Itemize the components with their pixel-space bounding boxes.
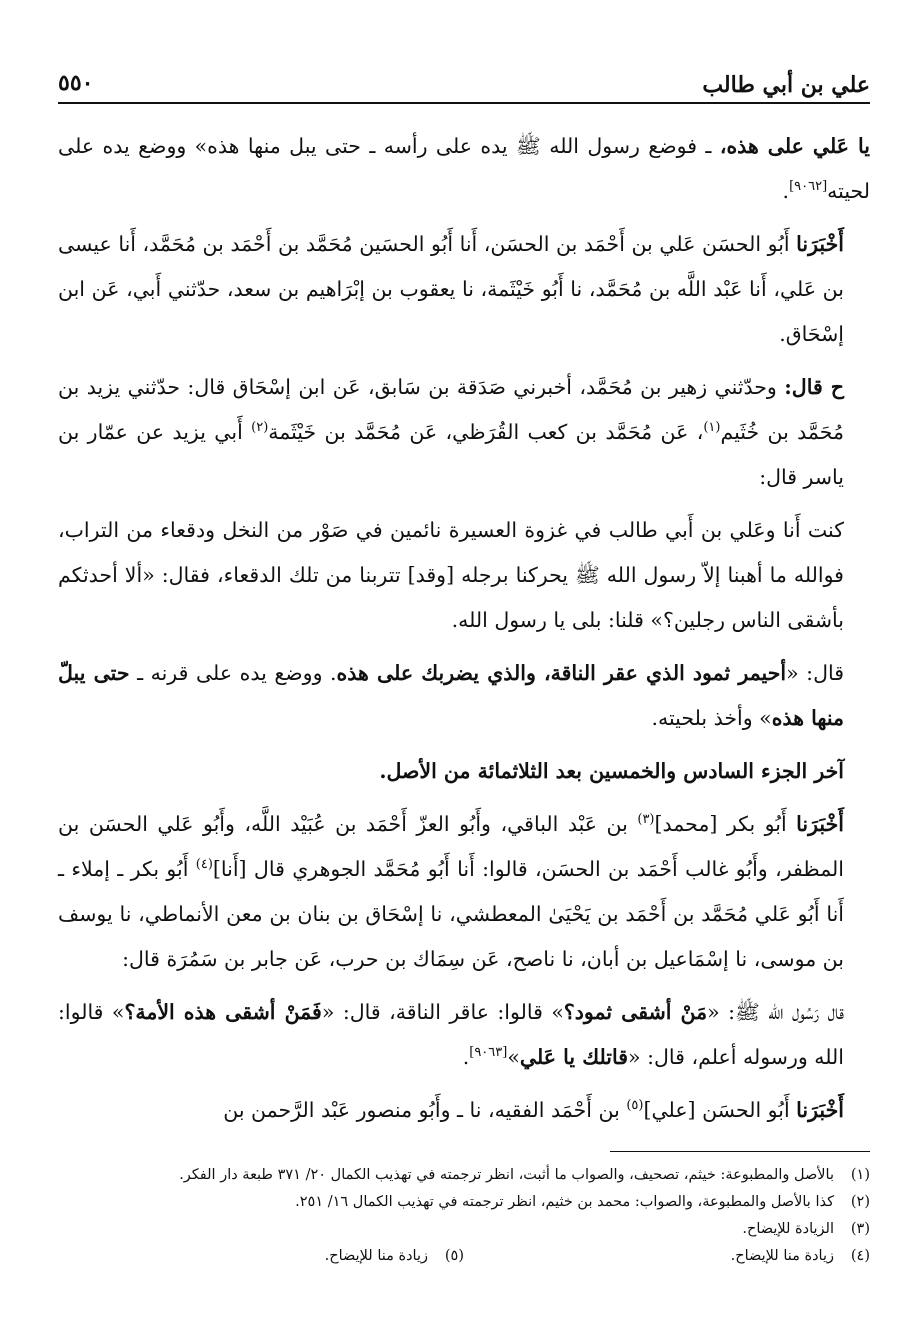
footnote-number: (٥): [444, 1248, 464, 1264]
footnote-number: (٣): [850, 1221, 870, 1237]
footnote-row: [58, 1243, 870, 1270]
footnote-marker: (٣): [637, 812, 655, 828]
para-end: .: [782, 179, 790, 203]
para-text: بن عَبْد الباقي، وأَبُو العزّ أَحْمَد بن عُبَيْد اللَّه، وأَبُو عَلي الحسَن بن المظفر، وأَبُو غالب أَحْمَد بن الحسَن، قالوا: أَنا أَبُو مُحَمَّد الجوهري قال [أَنا]: [58, 812, 844, 881]
footnote-2: [58, 1189, 870, 1216]
footnote-marker: (٥): [626, 1098, 644, 1114]
footnote-divider: [610, 1151, 870, 1152]
para-bold: حتى يبلّ منها هذه: [58, 661, 844, 730]
footnote-number: (٤): [850, 1248, 870, 1264]
header-title: علي بن أبي طالب: [702, 72, 870, 98]
para-text: كنت أَنا وعَلي بن أَبي طالب في غزوة العسيرة نائمين في صَوْر من النخل ودقعاء من التراب، فوالله ما أهبنا إلاّ رسول الله ﷺ يحركنا برجله [وقد] تتربنا من تلك الدقعاء، فقال: «ألا أحدثكم بأشقى الناس رجلين؟» قلنا: بلى يا رسول الله.: [58, 518, 844, 632]
footnote-number: (٢): [850, 1194, 870, 1210]
para-text: أَبُو الحسَن [علي]: [643, 1098, 797, 1122]
hadith-number: [٩٠٦٢]: [789, 179, 828, 195]
para-text: وحدّثني زهير بن مُحَمَّد، أخبرني صَدَقة بن سَابق، عَن ابن إسْحَاق قال: حدّثني يزيد بن مُحَمَّد بن خُثَيم: [58, 375, 844, 444]
footnote-text: الزيادة للإيضاح.: [742, 1221, 834, 1237]
paragraph-8: [58, 990, 870, 1080]
footnote-text: بالأصل والمطبوعة: خيثم، تصحيف، والصواب ما أثبت، انظر ترجمته في تهذيب الكمال ٢٠/ ٣٧١ طبعة دار الفكر.: [179, 1167, 834, 1183]
para-text: ، عَن مُحَمَّد بن كعب القُرَظي، عَن مُحَمَّد بن خَيْثَمة: [268, 420, 704, 444]
para-lead: أَخْبَرَنا: [796, 1098, 844, 1122]
section-note: [58, 749, 870, 794]
para-end: .: [462, 1045, 470, 1069]
para-text: » وأخذ بلحيته.: [651, 706, 772, 730]
footnote-number: (١): [850, 1167, 870, 1183]
para-text: بن أَحْمَد الفقيه، نا ـ وأَبُو منصور عَبْد الرَّحمن بن: [223, 1098, 627, 1122]
para-text: . ووضع يده على قرنه ـ: [129, 661, 337, 685]
footnote-3: [58, 1216, 870, 1243]
para-text: قال رَسُول الله ﷺ: «: [707, 1000, 845, 1024]
hadith-number: [٩٠٦٣]: [469, 1045, 508, 1061]
running-header: [58, 58, 870, 104]
page-number: ٥٥٠: [58, 70, 94, 96]
footnotes: [58, 1162, 870, 1270]
para-lead: يا عَلي على هذه،: [719, 134, 870, 158]
paragraph-3: [58, 365, 870, 500]
paragraph-2: [58, 222, 870, 357]
para-bold: أحيمر ثمود الذي عقر الناقة، والذي يضربك على هذه: [336, 661, 787, 685]
para-text: » قالوا: الله ورسوله أعلم، قال: «: [58, 1000, 844, 1069]
para-text: »: [507, 1045, 520, 1069]
paragraph-7: [58, 802, 870, 982]
paragraph-1: [58, 124, 870, 214]
para-bold: قاتلك يا عَلي: [519, 1045, 629, 1069]
page: [58, 58, 870, 1308]
para-text: أَبُو بكر ـ إملاء ـ أَنا أَبُو عَلي مُحَمَّد بن أَحْمَد بن يَحْيَىٰ المعطشي، نا إسْحَاق بن بنان بن معن الأنماطي، نا يوسف بن موسى، نا إسْمَاعيل بن أبان، نا ناصح، عَن سِمَاك بن حرب، عَن جابر بن سَمُرَة قال:: [58, 857, 844, 971]
footnote-marker: (٤): [195, 857, 213, 873]
para-text: ـ فوضع رسول الله ﷺ يده على رأسه ـ حتى يبل منها هذه» ووضع يده على لحيته: [58, 134, 870, 203]
paragraph-4: [58, 508, 870, 643]
footnote-text: كذا بالأصل والمطبوعة، والصواب: محمد بن خثيم، انظر ترجمته في تهذيب الكمال ١٦/ ٢٥١.: [295, 1194, 834, 1210]
paragraph-9: [58, 1088, 870, 1133]
main-text: [58, 124, 870, 1133]
footnote-text: زيادة منا للإيضاح.: [324, 1248, 428, 1264]
para-bold: مَنْ أشقى ثمود؟: [563, 1000, 708, 1024]
para-text: أَبي يزيد عن عمّار بن ياسر قال:: [58, 420, 844, 489]
para-lead: أَخْبَرَنا: [796, 232, 844, 256]
footnote-marker: (١): [703, 420, 721, 436]
para-text: أَبُو بكر [محمد]: [654, 812, 797, 836]
footnote-1: [58, 1162, 870, 1189]
section-note-text: آخر الجزء السادس والخمسين بعد الثلاثمائة من الأصل.: [379, 759, 844, 783]
footnote-marker: (٢): [251, 420, 269, 436]
footnote-text: زيادة منا للإيضاح.: [730, 1248, 834, 1264]
para-text: أَبُو الحسَن عَلي بن أَحْمَد بن الحسَن، أَنا أَبُو الحسَين مُحَمَّد بن أَحْمَد بن مُحَمَّد، أَنا عيسى بن عَلي، أَنا عَبْد اللَّه بن مُحَمَّد، نا أَبُو خَيْثَمة، نا يعقوب بن إبْرَاهيم بن سعد، حدّثني أَبي، عَن ابن إسْحَاق.: [58, 232, 844, 346]
para-bold: فَمَنْ أشقى هذه الأمة؟: [124, 1000, 322, 1024]
para-text: قال: «: [786, 661, 845, 685]
para-text: » قالوا: عاقر الناقة، قال: «: [321, 1000, 564, 1024]
footnote-4: [464, 1243, 870, 1270]
paragraph-5: [58, 651, 870, 741]
footnote-5: [58, 1243, 464, 1270]
para-lead: أَخْبَرَنا: [796, 812, 844, 836]
para-lead: ح قال:: [784, 375, 844, 399]
